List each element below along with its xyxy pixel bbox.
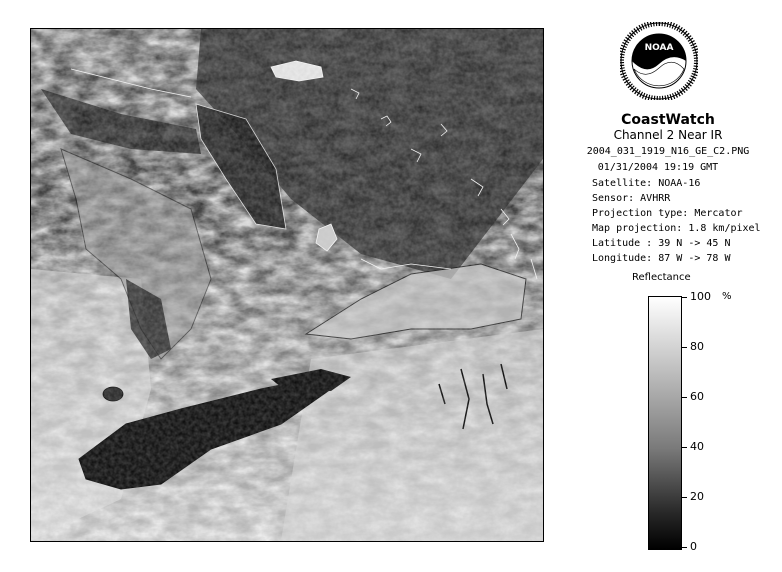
colorbar-tick-label: 40 — [690, 440, 704, 453]
image-texture — [31, 29, 543, 541]
latitude-label: Latitude : 39 N -> 45 N — [592, 238, 731, 249]
colorbar-tick-label: 20 — [690, 490, 704, 503]
app-title: CoastWatch — [621, 112, 715, 128]
colorbar-tick-label: 0 — [690, 540, 697, 553]
colorbar-tick — [681, 547, 687, 548]
colorbar-tick — [681, 297, 687, 298]
satellite-image — [30, 28, 544, 542]
noaa-logo — [620, 22, 698, 100]
reflectance-colorbar — [648, 296, 682, 550]
sensor-label: Sensor: AVHRR — [592, 193, 671, 204]
colorbar-tick — [681, 497, 687, 498]
colorbar-tick-label: 60 — [690, 390, 704, 403]
colorbar-unit: % — [722, 291, 732, 302]
longitude-label: Longitude: 87 W -> 78 W — [592, 253, 731, 264]
colorbar-tick — [681, 447, 687, 448]
projection-type-label: Projection type: Mercator — [592, 208, 743, 219]
map-projection-label: Map projection: 1.8 km/pixel — [592, 223, 761, 234]
satellite-label: Satellite: NOAA-16 — [592, 178, 701, 189]
channel-label: Channel 2 Near IR — [613, 128, 723, 142]
colorbar-title: Reflectance — [632, 272, 691, 283]
colorbar-tick-label: 80 — [690, 340, 704, 353]
colorbar-tick — [681, 347, 687, 348]
colorbar-tick-label: 100 — [690, 290, 711, 303]
datetime-label: 01/31/2004 19:19 GMT — [597, 162, 719, 173]
filename-label: 2004_031_1919_N16_GE_C2.PNG — [586, 146, 750, 157]
colorbar-tick — [681, 397, 687, 398]
noaa-logo-text: NOAA — [644, 43, 674, 53]
